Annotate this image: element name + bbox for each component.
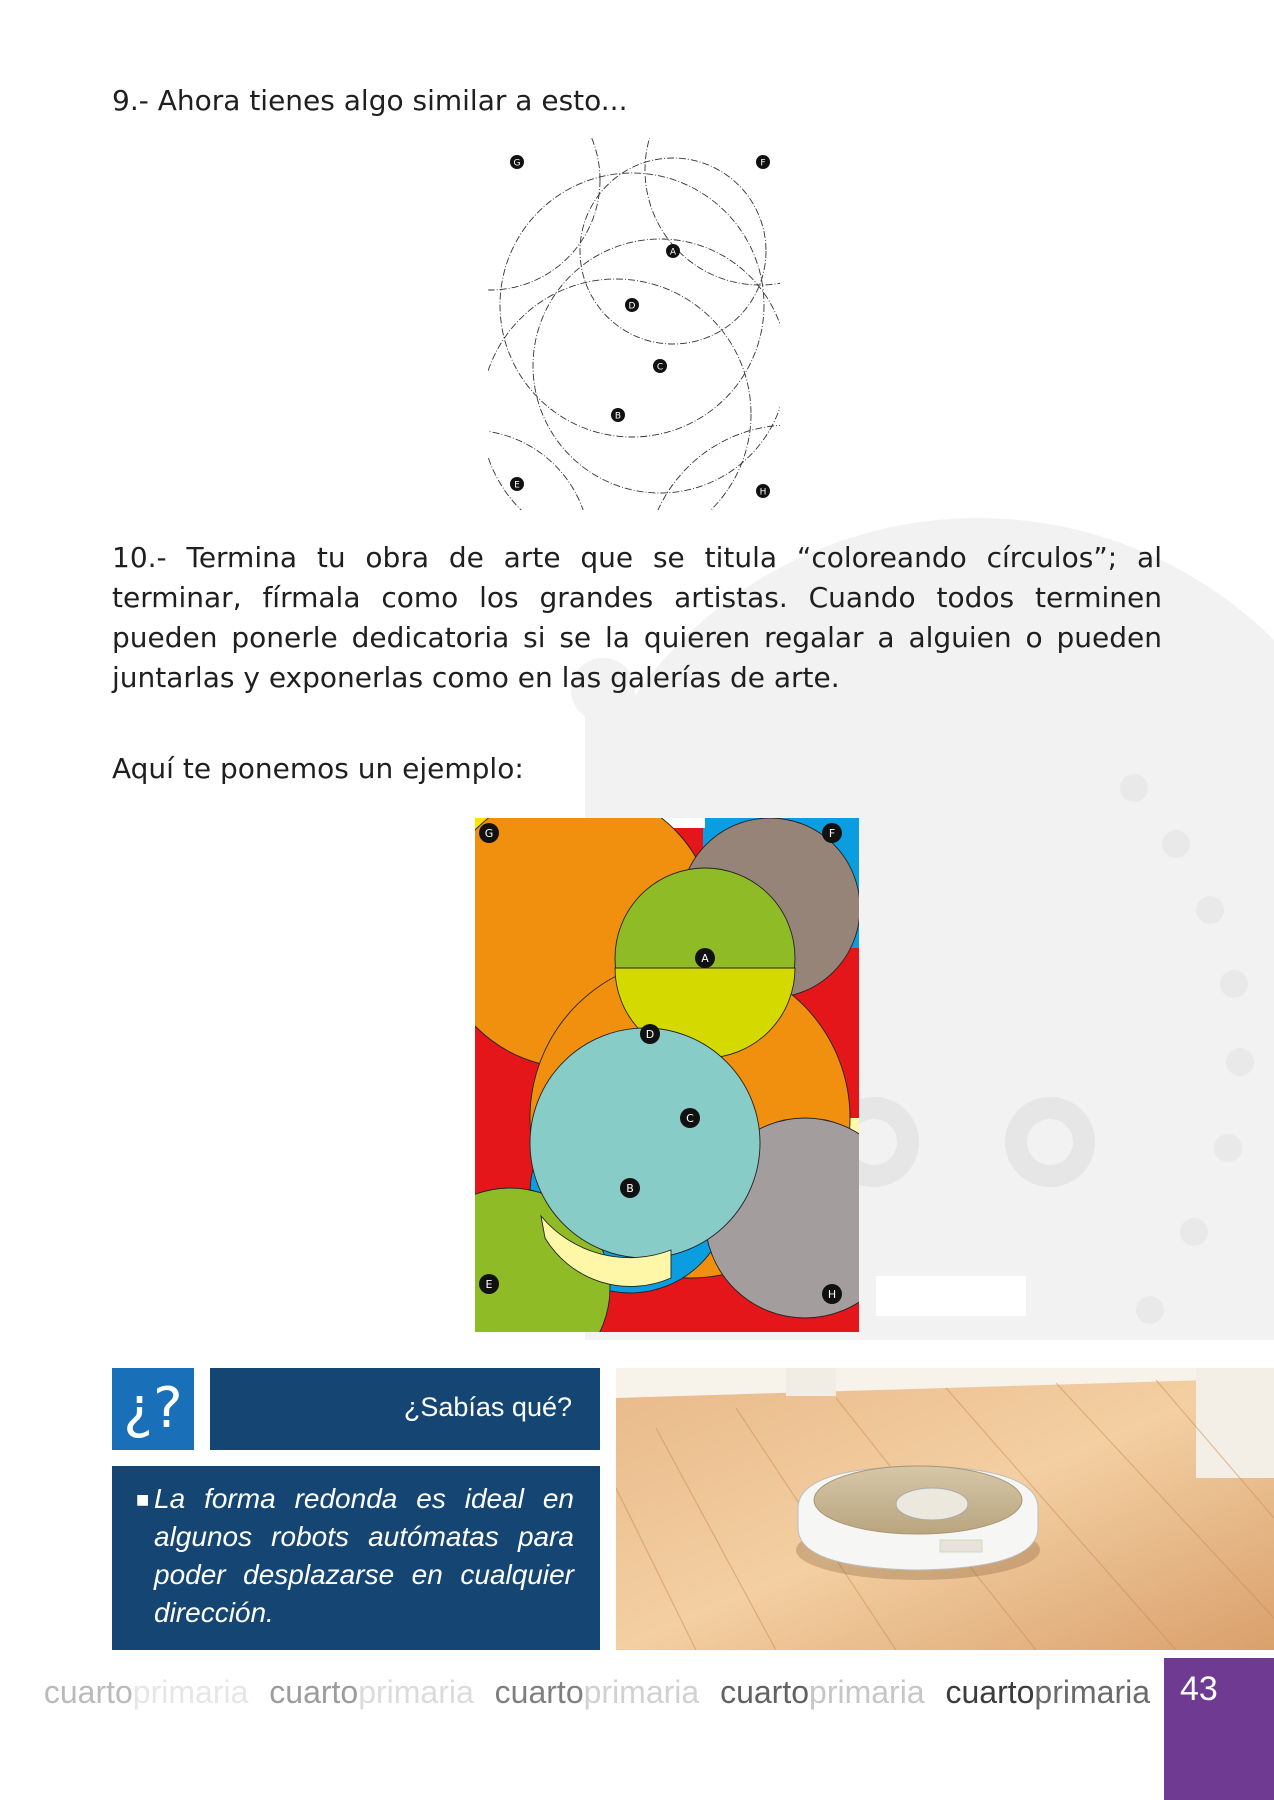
point-label-g: G — [513, 158, 521, 169]
footer-word-primaria: primaria — [358, 1674, 474, 1710]
example-intro: Aquí te ponemos un ejemplo: — [112, 752, 524, 785]
point-h — [756, 484, 770, 498]
ex-point-label-b: B — [626, 1182, 634, 1195]
footer-word-primaria: primaria — [1034, 1674, 1150, 1710]
ex-point-g — [479, 823, 499, 843]
ex-point-label-a: A — [701, 952, 709, 965]
point-label-d: D — [628, 301, 636, 312]
footer-repeat-1 — [44, 1674, 249, 1710]
point-label-f: F — [760, 158, 766, 169]
footer-word-primaria: primaria — [809, 1674, 925, 1710]
point-e — [510, 477, 524, 491]
ex-point-f — [822, 823, 842, 843]
footer-word-primaria: primaria — [132, 1674, 249, 1710]
page-number: 43 — [1180, 1670, 1218, 1708]
footer-repeat-2 — [269, 1674, 474, 1710]
question-icon-box — [112, 1368, 194, 1450]
point-g — [510, 155, 524, 169]
ex-point-label-f: F — [828, 827, 836, 840]
point-a — [666, 244, 680, 258]
ex-point-d — [640, 1024, 660, 1044]
point-b — [611, 408, 625, 422]
point-d — [625, 298, 639, 312]
footer-repeat-4 — [720, 1674, 925, 1710]
ex-point-e — [479, 1274, 499, 1294]
point-label-e: E — [514, 480, 520, 491]
step-10-text: 10.- Termina tu obra de arte que se titula “coloreando círculos”; al terminar, fírmala como los grandes artistas. Cuando todos terminen pueden ponerle dedicatoria si se la quieren regalar a alguien o pueden juntarlas y exponerlas como en las galerías de arte. — [112, 541, 1162, 694]
ex-point-label-g: G — [484, 827, 494, 840]
ex-point-label-c: C — [686, 1112, 694, 1125]
point-label-c: C — [656, 362, 664, 373]
robot-vacuum-photo — [616, 1368, 1274, 1650]
did-you-know-header — [210, 1368, 600, 1450]
footer-brand-strip — [0, 1668, 1160, 1716]
footer-word-cuarto: cuarto — [494, 1674, 584, 1710]
footer-word-primaria: primaria — [583, 1674, 700, 1710]
ex-point-c — [680, 1108, 700, 1128]
ex-point-b — [620, 1178, 640, 1198]
circles-line-diagram — [480, 130, 780, 510]
point-label-a: A — [669, 247, 677, 258]
circle-f — [645, 130, 780, 285]
footer-word-cuarto: cuarto — [43, 1674, 133, 1710]
page-number-tab — [1164, 1658, 1274, 1800]
ex-point-label-h: H — [827, 1288, 837, 1301]
did-you-know-fact: La forma redonda es ideal en algunos robots autómatas para poder desplazarse en cualquier dirección. — [154, 1483, 574, 1628]
footer-repeat-3 — [495, 1674, 700, 1710]
footer-word-cuarto: cuarto — [945, 1674, 1035, 1710]
colored-circles-example — [475, 818, 859, 1332]
footer-repeat-5 — [945, 1674, 1150, 1710]
point-f — [756, 155, 770, 169]
circle-e — [480, 430, 590, 510]
ex-point-h — [822, 1284, 842, 1304]
ex-point-label-e: E — [485, 1278, 493, 1291]
circle-b — [481, 279, 751, 510]
ex-circle-d — [530, 1028, 760, 1258]
footer-word-cuarto: cuarto — [269, 1674, 359, 1710]
footer-word-cuarto: cuarto — [720, 1674, 810, 1710]
did-you-know-fact-box — [112, 1466, 600, 1650]
point-label-h: H — [759, 487, 767, 498]
point-c — [653, 359, 667, 373]
square-bullet-icon: ■ — [136, 1492, 150, 1508]
ex-point-label-d: D — [645, 1028, 655, 1041]
step-9-text: 9.- Ahora tienes algo similar a esto... — [112, 84, 628, 117]
point-label-b: B — [614, 411, 622, 422]
did-you-know-title: ¿Sabías qué? — [403, 1392, 572, 1422]
ex-point-a — [695, 948, 715, 968]
question-icon: ¿? — [123, 1376, 183, 1441]
